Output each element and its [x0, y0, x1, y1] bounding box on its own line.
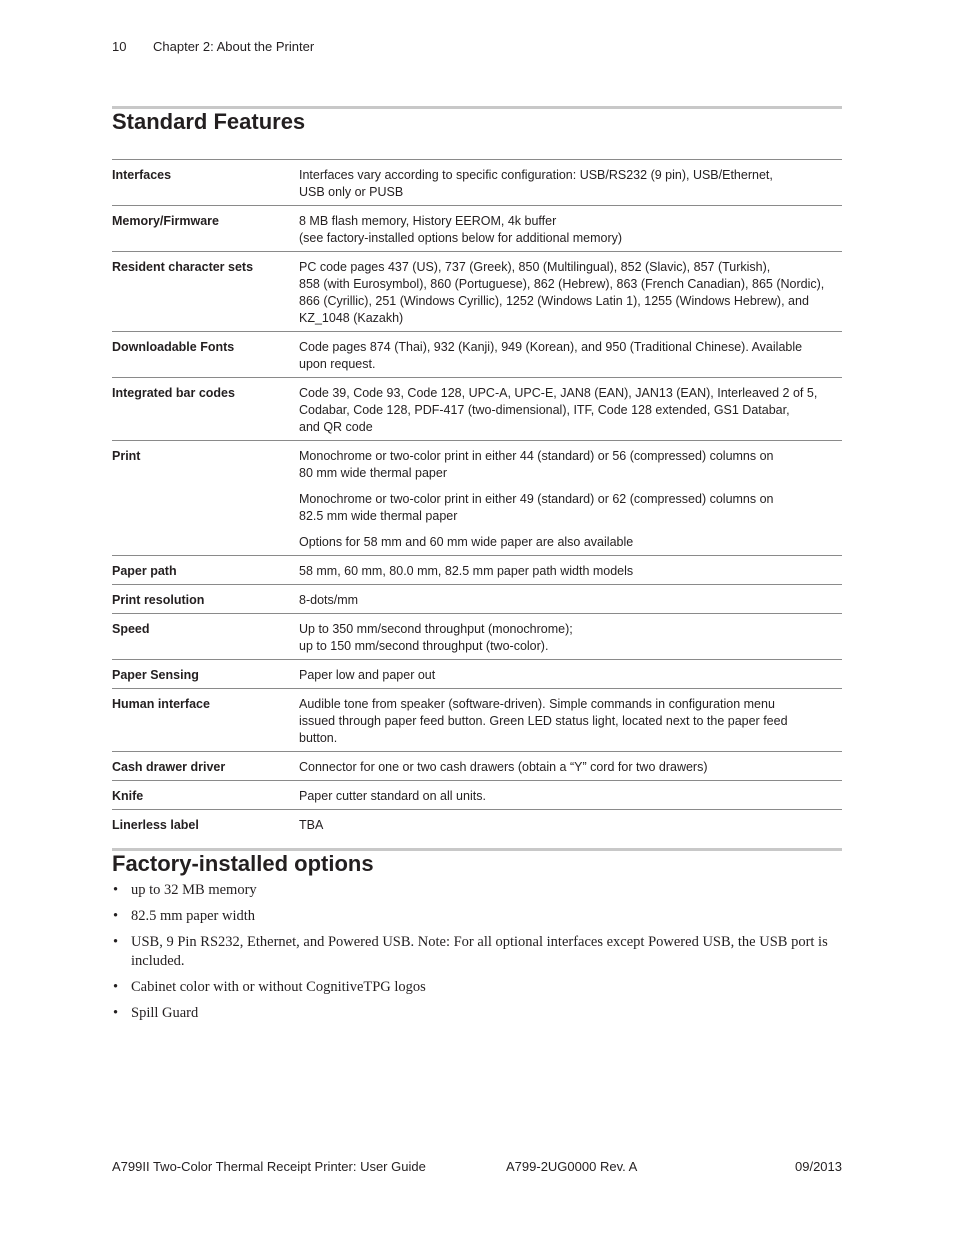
feature-label: Resident character sets [112, 252, 299, 332]
feature-description [299, 332, 842, 378]
feature-description-paragraph: Connector for one or two cash drawers (obtain a “Y” cord for two drawers) [299, 760, 708, 774]
feature-row [112, 556, 842, 585]
feature-row [112, 810, 842, 839]
feature-description-paragraph: Paper low and paper out [299, 668, 436, 682]
list-item-text: Spill Guard [131, 1005, 199, 1021]
feature-description-paragraph: Up to 350 mm/second throughput (monochrome); up to 150 mm/second throughput (two-color). [299, 622, 573, 653]
feature-description-paragraph: Paper cutter standard on all units. [299, 789, 486, 803]
bullet-icon: • [113, 1005, 119, 1021]
feature-label: Memory/Firmware [112, 206, 299, 252]
feature-row [112, 689, 842, 752]
bullet-icon: • [113, 979, 119, 995]
feature-description-paragraph: 8 MB flash memory, History EEROM, 4k buffer (see factory-installed options below for additional memory) [299, 214, 623, 245]
feature-label: Knife [112, 781, 299, 810]
feature-label: Linerless label [112, 810, 299, 839]
feature-label: Interfaces [112, 160, 299, 206]
feature-description [299, 441, 842, 556]
list-item [112, 978, 842, 997]
list-item-text: Cabinet color with or without CognitiveTPG logos [131, 979, 426, 995]
footer-date: 09/2013 [795, 1159, 842, 1174]
feature-description-paragraph: Monochrome or two-color print in either 44 (standard) or 56 (compressed) columns on 80 mm wide thermal paper [299, 449, 774, 480]
feature-description [299, 810, 842, 839]
feature-description-paragraph: Code 39, Code 93, Code 128, UPC-A, UPC-E, JAN8 (EAN), JAN13 (EAN), Interleaved 2 of 5, Codabar, Code 128, PDF-417 (two-dimensional), ITF, Code 128 extended, GS1 Databar, and QR code [299, 386, 818, 434]
feature-description-paragraph: Options for 58 mm and 60 mm wide paper are also available [299, 535, 634, 549]
feature-description [299, 752, 842, 781]
feature-row [112, 206, 842, 252]
list-item-text: 82.5 mm paper width [131, 908, 256, 924]
list-item-text: up to 32 MB memory [131, 882, 257, 898]
feature-label: Print resolution [112, 585, 299, 614]
feature-label: Paper Sensing [112, 660, 299, 689]
chapter-title: Chapter 2: About the Printer [153, 39, 315, 54]
feature-row [112, 332, 842, 378]
feature-label: Human interface [112, 689, 299, 752]
feature-row [112, 441, 842, 556]
feature-row [112, 585, 842, 614]
feature-description [299, 781, 842, 810]
feature-row [112, 781, 842, 810]
feature-description-paragraph: Interfaces vary according to specific configuration: USB/RS232 (9 pin), USB/Ethernet, USB only or PUSB [299, 168, 773, 199]
feature-description-paragraph: PC code pages 437 (US), 737 (Greek), 850 (Multilingual), 852 (Slavic), 857 (Turkish), 858 (with Eurosymbol), 860 (Portuguese), 862 (Hebrew), 863 (French Canadian), 865 (Nordic), 866 (Cyrillic), 251 (Windows Cyrillic), 1252 (Windows Latin 1), 1255 (Windows Hebrew), and KZ_1048 (Kazakh) [299, 260, 825, 325]
feature-row [112, 660, 842, 689]
footer-document-number: A799-2UG0000 Rev. A [506, 1159, 638, 1174]
feature-label: Print [112, 441, 299, 556]
feature-description-paragraph: Monochrome or two-color print in either 49 (standard) or 62 (compressed) columns on 82.5 mm wide thermal paper [299, 492, 774, 523]
list-item [112, 881, 842, 900]
feature-description [299, 378, 842, 441]
feature-label: Speed [112, 614, 299, 660]
feature-description [299, 660, 842, 689]
factory-options-heading: Factory-installed options [112, 851, 374, 876]
feature-row [112, 752, 842, 781]
standard-features-table [112, 159, 842, 838]
bullet-icon: • [113, 934, 119, 950]
feature-row [112, 614, 842, 660]
running-header [112, 39, 314, 54]
feature-description [299, 252, 842, 332]
list-item [112, 933, 842, 971]
page-number: 10 [112, 39, 127, 54]
bullet-icon: • [113, 908, 119, 924]
feature-label: Downloadable Fonts [112, 332, 299, 378]
feature-description [299, 614, 842, 660]
feature-description [299, 585, 842, 614]
feature-label: Integrated bar codes [112, 378, 299, 441]
feature-row [112, 160, 842, 206]
feature-description [299, 206, 842, 252]
feature-description-paragraph: TBA [299, 818, 324, 832]
feature-label: Paper path [112, 556, 299, 585]
feature-label: Cash drawer driver [112, 752, 299, 781]
feature-description-paragraph: Audible tone from speaker (software-driven). Simple commands in configuration menu issued through paper feed button. Green LED status light, located next to the paper feed button. [299, 697, 788, 745]
feature-description [299, 689, 842, 752]
feature-description-paragraph: 58 mm, 60 mm, 80.0 mm, 82.5 mm paper path width models [299, 564, 634, 578]
bullet-icon: • [113, 882, 119, 898]
feature-description-paragraph: 8-dots/mm [299, 593, 359, 607]
factory-options-list [112, 881, 842, 1030]
feature-description [299, 160, 842, 206]
list-item-text: USB, 9 Pin RS232, Ethernet, and Powered USB. Note: For all optional interfaces except Powered USB, the USB port is included. [131, 934, 828, 969]
footer-document-title: A799II Two-Color Thermal Receipt Printer: User Guide [112, 1159, 426, 1174]
list-item [112, 907, 842, 926]
feature-row [112, 252, 842, 332]
feature-row [112, 378, 842, 441]
feature-description [299, 556, 842, 585]
feature-description-paragraph: Code pages 874 (Thai), 932 (Kanji), 949 (Korean), and 950 (Traditional Chinese). Available upon request. [299, 340, 803, 371]
standard-features-heading: Standard Features [112, 109, 306, 134]
list-item [112, 1004, 842, 1023]
